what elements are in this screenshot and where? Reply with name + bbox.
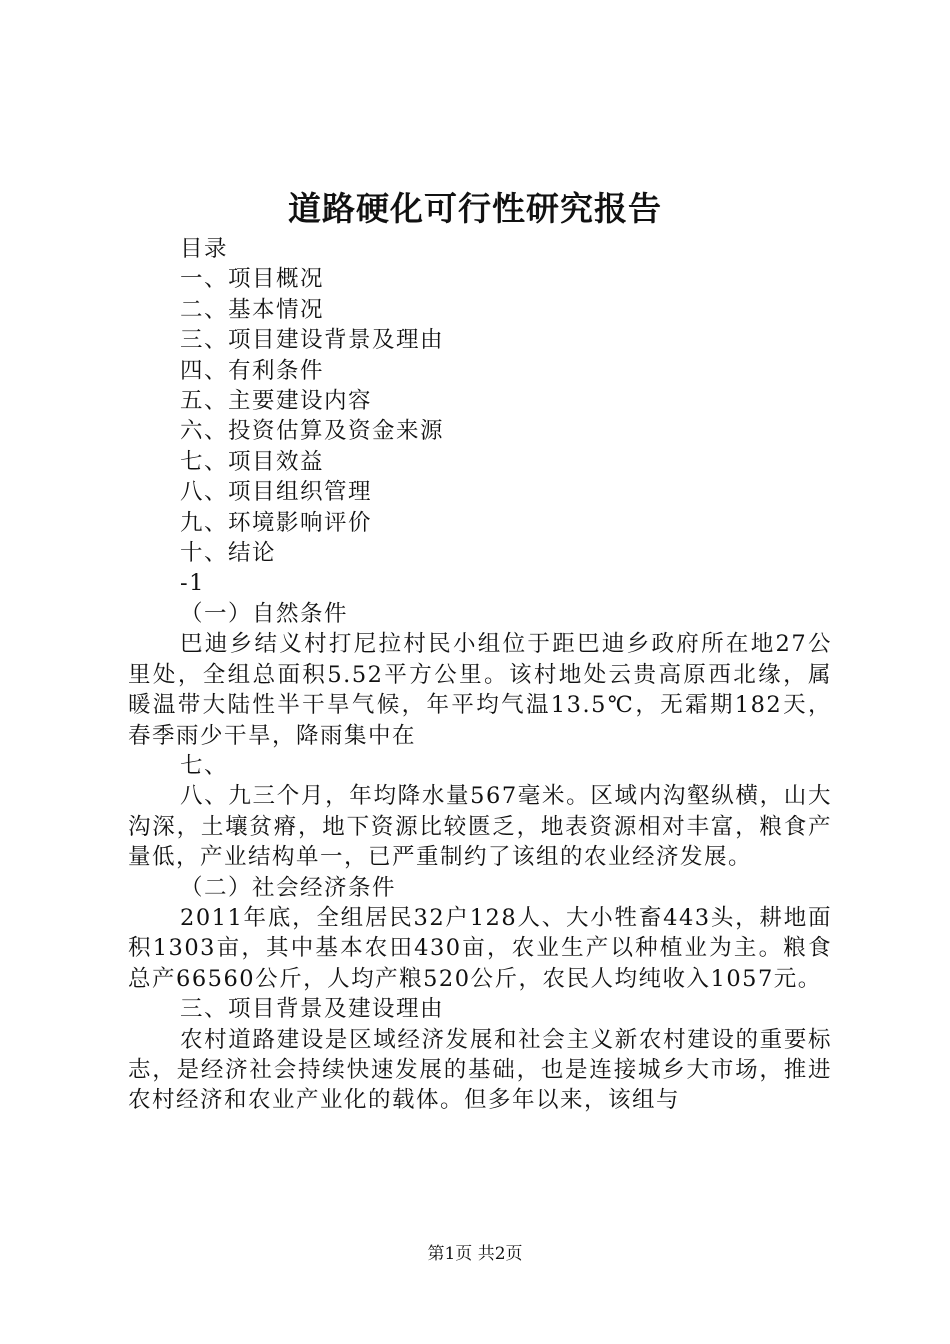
document-title: 道路硬化可行性研究报告 bbox=[288, 189, 662, 228]
section-heading-socioeconomic: （二）社会经济条件 bbox=[180, 874, 397, 901]
paragraph-rainfall: 八、九三个月，年均降水量567毫米。区域内沟壑纵横，山大沟深，土壤贫瘠，地下资源比较匮乏，地表资源相对丰富，粮食产量低，产业结构单一，已严重制约了该组的农业经济发展。 bbox=[128, 783, 832, 871]
toc-heading: 目录 bbox=[180, 236, 229, 262]
table-of-contents bbox=[128, 264, 832, 568]
toc-item: 一、项目概况 bbox=[180, 266, 325, 293]
paragraph-socioeconomic: 2011年底，全组居民32户128人、大小牲畜443头，耕地面积1303亩，其中基本农田430亩，农业生产以种植业为主。粮食总产66560公斤，人均产粮520公斤，农民人均纯收入1057元。 bbox=[128, 904, 832, 992]
section-marker: -1 bbox=[180, 570, 205, 597]
section-heading-natural: （一）自然条件 bbox=[180, 600, 349, 627]
toc-item: 二、基本情况 bbox=[180, 296, 325, 323]
toc-item: 六、投资估算及资金来源 bbox=[180, 418, 445, 445]
toc-item: 七、项目效益 bbox=[180, 448, 325, 475]
paragraph-background: 农村道路建设是区域经济发展和社会主义新农村建设的重要标志，是经济社会持续快速发展的基础，也是连接城乡大市场，推进农村经济和农业产业化的载体。但多年以来，该组与 bbox=[128, 1026, 832, 1114]
toc-item: 三、项目建设背景及理由 bbox=[180, 327, 445, 354]
toc-item: 十、结论 bbox=[180, 540, 277, 567]
toc-item: 九、环境影响评价 bbox=[180, 509, 373, 536]
document-body bbox=[128, 234, 832, 1116]
paragraph-natural-conditions: 巴迪乡结义村打尼拉村民小组位于距巴迪乡政府所在地27公里处，全组总面积5.52平方公里。该村地处云贵高原西北缘，属暖温带大陆性半干旱气候，年平均气温13.5℃，无霜期182天，春季雨少干旱，降雨集中在 bbox=[128, 631, 832, 749]
toc-item: 五、主要建设内容 bbox=[180, 388, 373, 415]
section-heading-background: 三、项目背景及建设理由 bbox=[180, 996, 445, 1023]
paragraph-fragment: 七、 bbox=[180, 752, 229, 779]
toc-item: 四、有利条件 bbox=[180, 357, 325, 384]
toc-item: 八、项目组织管理 bbox=[180, 479, 373, 506]
page-footer: 第1页 共2页 bbox=[427, 1244, 523, 1264]
